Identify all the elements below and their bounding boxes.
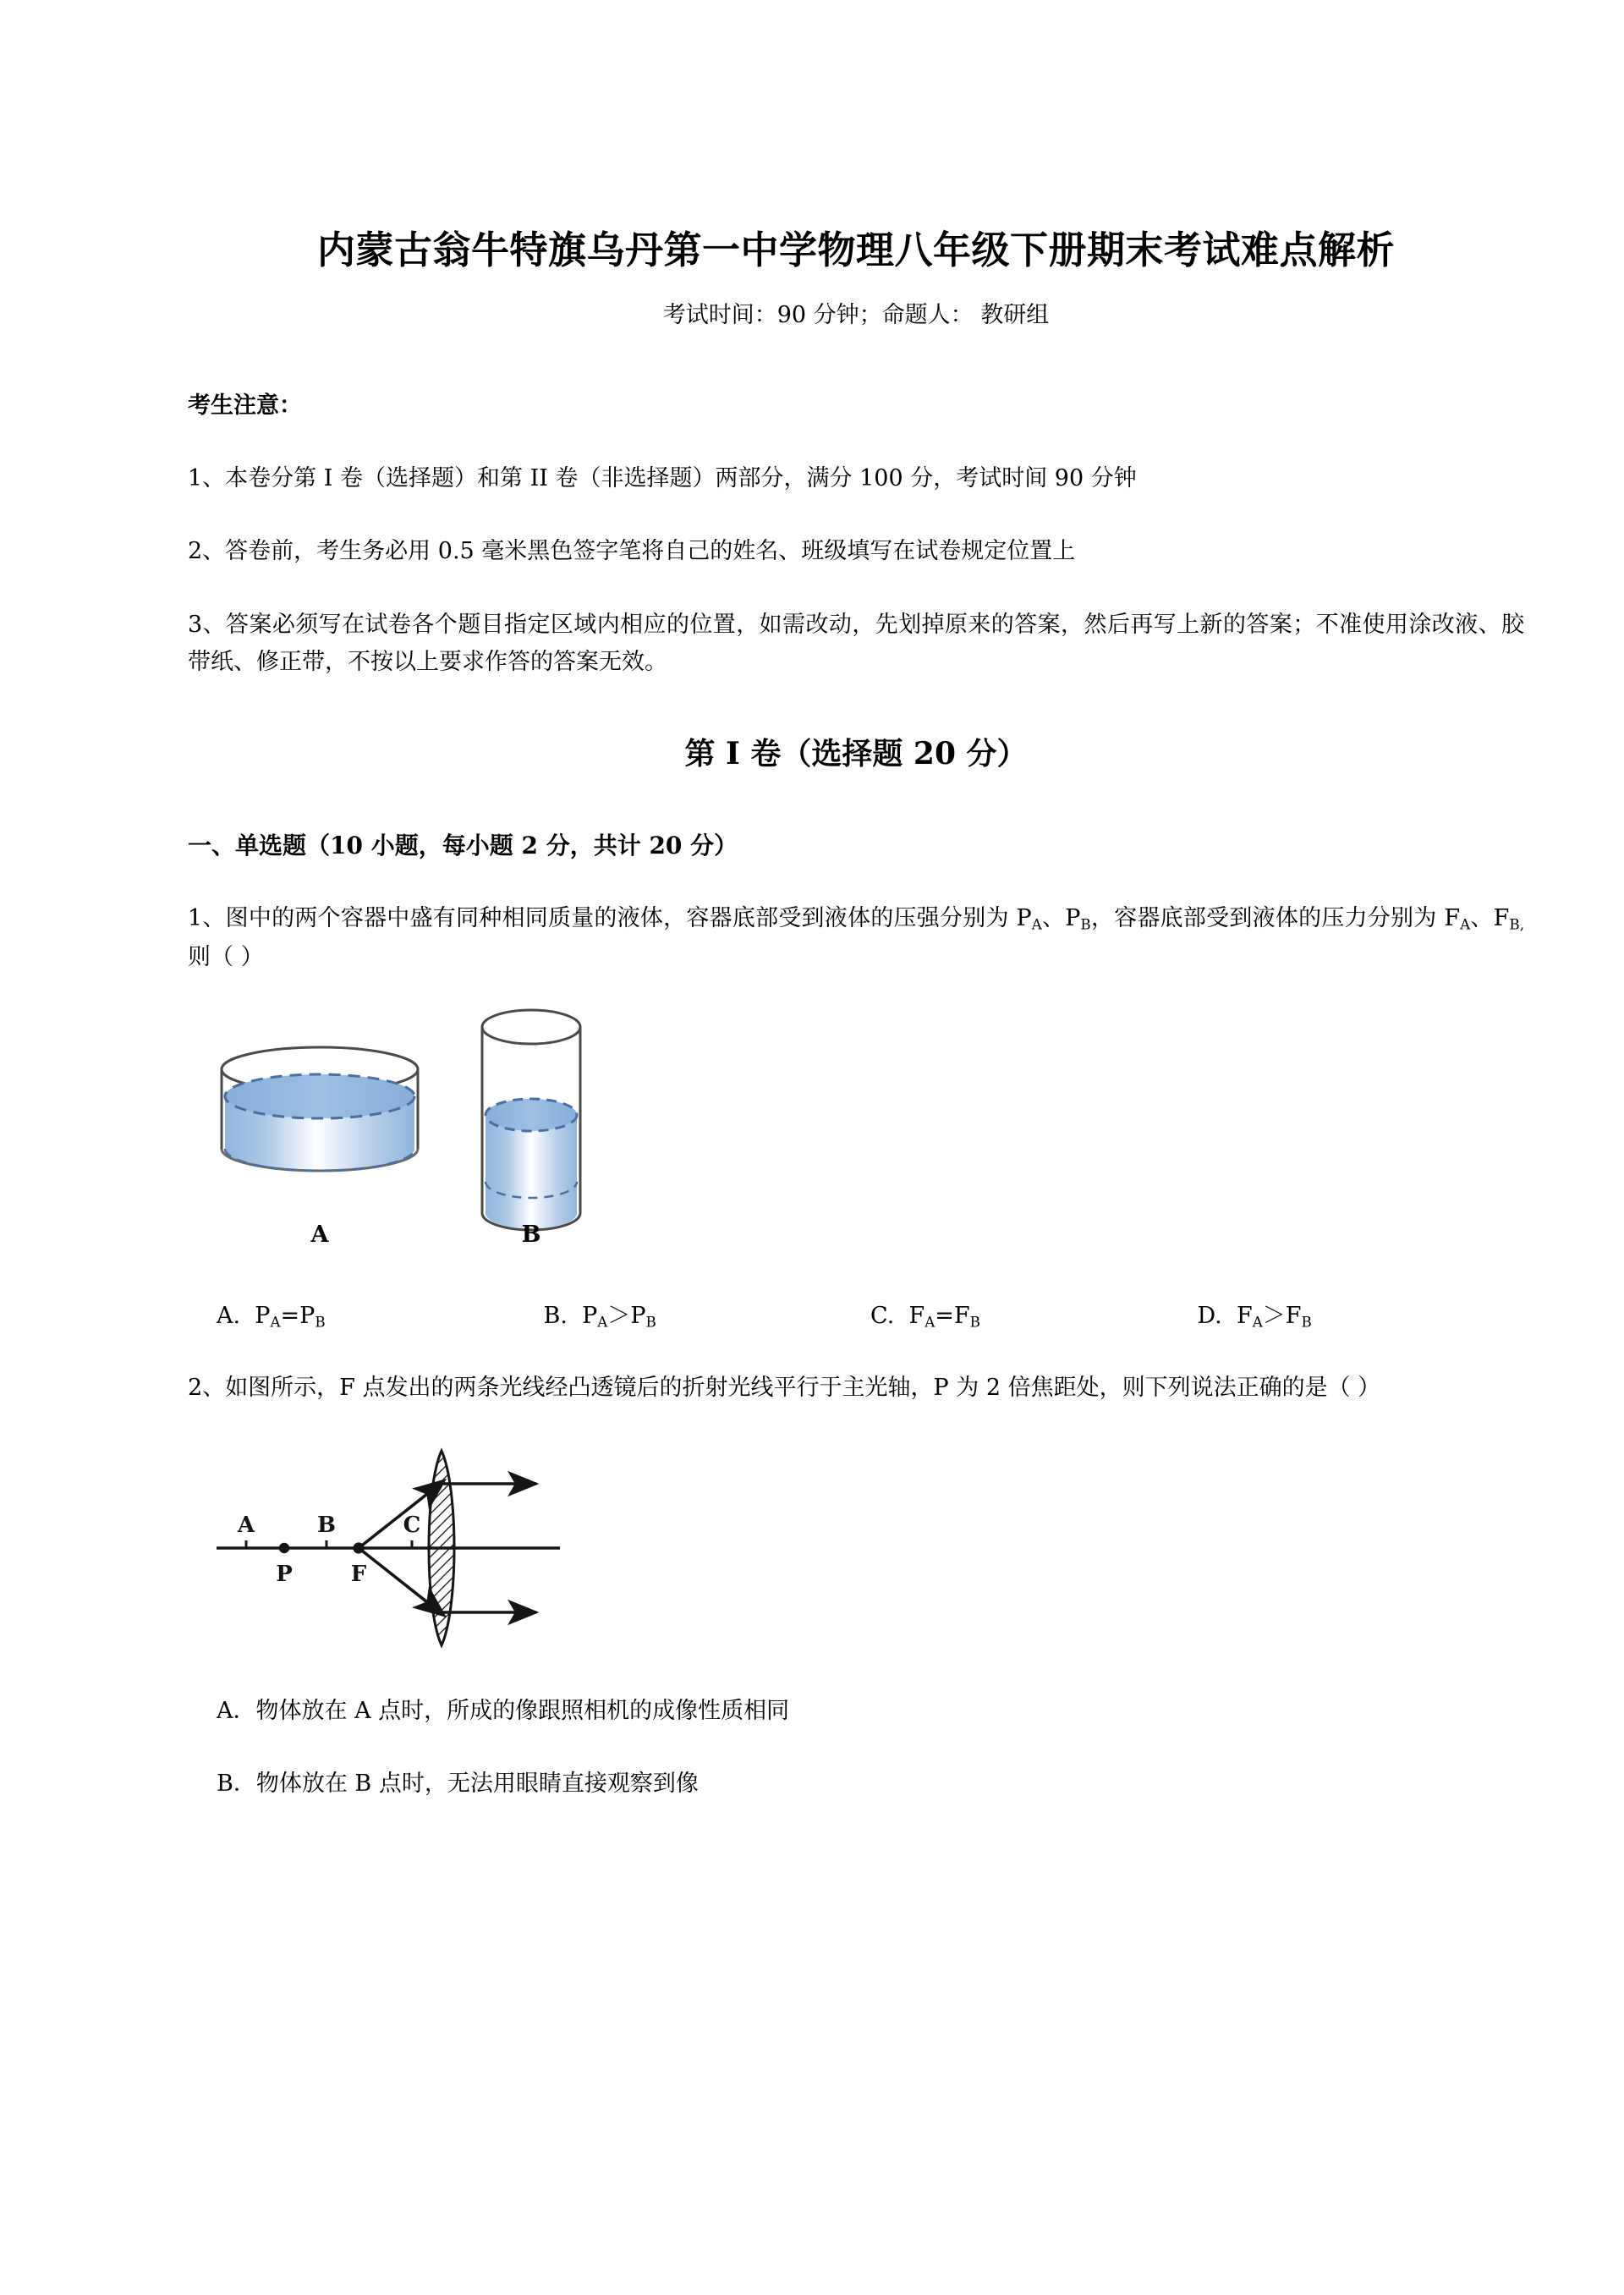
q1-opt-a-rel: = bbox=[280, 1302, 300, 1329]
question-1-body-4: 、F bbox=[1470, 904, 1510, 931]
question-1-options bbox=[188, 1266, 1524, 1334]
convex-lens-svg bbox=[205, 1437, 602, 1649]
q1-opt-a-letter: A. bbox=[217, 1302, 241, 1329]
question-1-body-3: ，容器底部受到液体的压力分别为 F bbox=[1090, 904, 1461, 931]
q1-opt-b-sub2: B bbox=[645, 1313, 656, 1331]
q1-opt-c-sub1: A bbox=[924, 1313, 935, 1331]
figure-two-containers bbox=[213, 1003, 1524, 1266]
q1-opt-d-sub2: B bbox=[1301, 1313, 1312, 1331]
q1-opt-b-sub1: A bbox=[597, 1313, 608, 1331]
question-1-sub-b1: B bbox=[1080, 915, 1091, 933]
question-1-sub-a2: A bbox=[1460, 915, 1471, 933]
question-1-option-a[interactable] bbox=[217, 1299, 544, 1334]
q1-opt-c-base1: F bbox=[908, 1302, 925, 1329]
lens-label-a: A bbox=[237, 1512, 255, 1538]
q1-opt-b-letter: B. bbox=[543, 1302, 568, 1329]
notice-item-3: 3、答案必须写在试卷各个题目指定区域内相应的位置，如需改动，先划掉原来的答案，然后再写上新的答案；不准使用涂改液、胶带纸、修正带，不按以上要求作答的答案无效。 bbox=[188, 612, 1524, 675]
lens-label-f: F bbox=[350, 1561, 367, 1587]
question-1-body-1: 图中的两个容器中盛有同种相同质量的液体，容器底部受到液体的压强分别为 P bbox=[225, 904, 1032, 931]
page-title: 内蒙古翁牛特旗乌丹第一中学物理八年级下册期末考试难点解析 bbox=[316, 228, 1395, 272]
question-2-text bbox=[188, 1333, 1524, 1408]
question-2-option-b[interactable]: B．物体放在 B 点时，无法用眼睛直接观察到像 bbox=[217, 1771, 699, 1798]
lens-label-p: P bbox=[276, 1561, 293, 1587]
question-2-option-a[interactable]: A．物体放在 A 点时，所成的像跟照相机的成像性质相同 bbox=[217, 1697, 790, 1724]
q1-opt-a-base2: P bbox=[299, 1302, 315, 1329]
q1-opt-d-base2: F bbox=[1285, 1302, 1302, 1329]
notice-heading: 考生注意： bbox=[188, 393, 302, 420]
figure-convex-lens bbox=[205, 1437, 1524, 1657]
container-b-label: B bbox=[521, 1221, 541, 1248]
notice-item-2: 2、答卷前，考生务必用 0.5 毫米黑色签字笔将自己的姓名、班级填写在试卷规定位置上 bbox=[188, 538, 1076, 565]
q1-opt-b-base1: P bbox=[582, 1302, 598, 1329]
incident-ray-lower bbox=[359, 1548, 435, 1608]
lens-label-b: B bbox=[317, 1512, 336, 1538]
question-1-sub-a1: A bbox=[1031, 915, 1042, 933]
subsection-heading-single-choice: 一、单选题（10 小题，每小题 2 分，共计 20 分） bbox=[188, 831, 738, 859]
q1-opt-d-base1: F bbox=[1236, 1302, 1253, 1329]
notice-item-1: 1、本卷分第 I 卷（选择题）和第 II 卷（非选择题）两部分，满分 100 分，考试时间 90 分钟 bbox=[188, 464, 1137, 491]
q1-opt-d-letter: D. bbox=[1197, 1302, 1222, 1329]
q1-opt-b-rel: ＞ bbox=[607, 1302, 631, 1329]
question-1-number: 1、 bbox=[188, 904, 226, 931]
question-2-body: 如图所示，F 点发出的两条光线经凸透镜后的折射光线平行于主光轴，P 为 2 倍焦距处，则下列说法正确的是（ ） bbox=[225, 1375, 1381, 1402]
question-1-body-5: 则（ ） bbox=[188, 944, 264, 971]
q1-opt-c-sub2: B bbox=[969, 1313, 980, 1331]
q1-opt-c-base2: F bbox=[953, 1302, 970, 1329]
question-2-number: 2、 bbox=[188, 1375, 226, 1402]
q1-opt-a-sub2: B bbox=[315, 1313, 326, 1331]
question-1-sub-b2: B, bbox=[1509, 915, 1525, 933]
convex-lens-body bbox=[429, 1451, 454, 1645]
lens-label-c: C bbox=[403, 1512, 421, 1538]
two-containers-svg bbox=[213, 1003, 687, 1266]
section-heading-part-1: 第 I 卷（选择题 20 分） bbox=[684, 736, 1028, 772]
question-1-option-b[interactable] bbox=[544, 1299, 871, 1334]
question-1-text bbox=[188, 864, 1524, 978]
question-1-option-c[interactable] bbox=[870, 1299, 1198, 1334]
q1-opt-a-base1: P bbox=[255, 1302, 271, 1329]
q1-opt-d-rel: ＞ bbox=[1262, 1302, 1286, 1329]
q1-opt-c-rel: = bbox=[935, 1302, 954, 1329]
point-p-dot bbox=[279, 1542, 289, 1552]
incident-ray-upper bbox=[359, 1488, 435, 1548]
question-1-body-2: 、P bbox=[1041, 904, 1081, 931]
q1-opt-c-letter: C. bbox=[870, 1302, 895, 1329]
question-2-options bbox=[188, 1657, 1524, 1802]
q1-opt-b-base2: P bbox=[630, 1302, 646, 1329]
exam-subtitle: 考试时间：90 分钟；命题人： 教研组 bbox=[662, 302, 1050, 329]
q1-opt-d-sub1: A bbox=[1252, 1313, 1263, 1331]
q1-opt-a-sub1: A bbox=[270, 1313, 281, 1331]
container-b-rim bbox=[482, 1010, 580, 1044]
container-a-label: A bbox=[310, 1221, 329, 1248]
question-1-option-d[interactable] bbox=[1198, 1299, 1525, 1334]
page-content bbox=[188, 0, 1524, 1802]
